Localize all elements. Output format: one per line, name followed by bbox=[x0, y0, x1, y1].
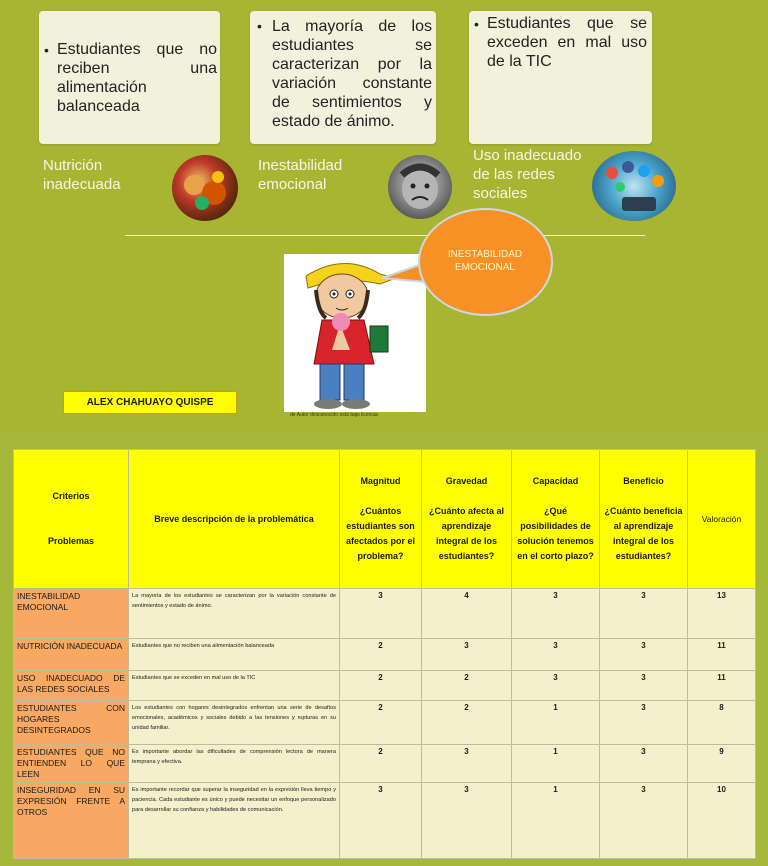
cell-descripcion: Es importante abordar las dificultades de comprensión lectora de manera temprana y efectiva. bbox=[129, 745, 340, 783]
sad-child-icon bbox=[388, 155, 452, 219]
cell-magnitud: 3 bbox=[340, 783, 422, 859]
table-row bbox=[14, 589, 756, 639]
cell-gravedad: 3 bbox=[422, 639, 512, 671]
cell-problema: ESTUDIANTES QUE NO ENTIENDEN LO QUE LEEN bbox=[14, 745, 129, 783]
cell-descripcion: Los estudiantes con hogares desintegrados enfrentan una serie de desafíos emocionales, académicos y sociales debido a las tensiones y rupturas en su unidad familiar. bbox=[129, 701, 340, 745]
card-text: Estudiantes que no reciben una alimentación balanceada bbox=[57, 41, 217, 115]
food-icon bbox=[172, 155, 238, 221]
label-nutrition: Nutrición inadecuada bbox=[43, 157, 121, 193]
cell-descripcion: Estudiantes que no reciben una alimentación balanceada bbox=[129, 639, 340, 671]
cell-gravedad: 2 bbox=[422, 701, 512, 745]
slide bbox=[0, 0, 768, 432]
cell-problema: INSEGURIDAD EN SU EXPRESIÓN FRENTE A OTROS bbox=[14, 783, 129, 859]
header-capacidad: Capacidad ¿Qué posibilidades de solución tenemos en el corto plazo? bbox=[512, 450, 600, 589]
header-beneficio: Beneficio ¿Cuánto beneficia al aprendizaje integral de los estudiantes? bbox=[600, 450, 688, 589]
cell-capacidad: 1 bbox=[512, 783, 600, 859]
card-text: Estudiantes que se exceden en mal uso de la TIC bbox=[487, 15, 647, 70]
table-row bbox=[14, 671, 756, 701]
table-row bbox=[14, 745, 756, 783]
cell-magnitud: 2 bbox=[340, 745, 422, 783]
cell-gravedad: 3 bbox=[422, 745, 512, 783]
cell-gravedad: 3 bbox=[422, 783, 512, 859]
bullet-icon: • bbox=[257, 18, 262, 34]
cell-capacidad: 1 bbox=[512, 745, 600, 783]
cell-descripcion: La mayoría de los estudiantes se caracterizan por la variación constante de sentimientos y estado de ánimo. bbox=[129, 589, 340, 639]
header-descripcion: Breve descripción de la problemática bbox=[129, 450, 340, 589]
table-row bbox=[14, 783, 756, 859]
cell-gravedad: 4 bbox=[422, 589, 512, 639]
cell-capacidad: 1 bbox=[512, 701, 600, 745]
image-credit: de Autor desconocido está bajo licencia bbox=[290, 412, 378, 418]
cell-beneficio: 3 bbox=[600, 745, 688, 783]
bullet-icon: • bbox=[474, 16, 479, 32]
label-social: Uso inadecuado de las redes sociales bbox=[473, 147, 582, 202]
cell-beneficio: 3 bbox=[600, 589, 688, 639]
cell-capacidad: 3 bbox=[512, 671, 600, 701]
header-valoracion: Valoración bbox=[688, 450, 756, 589]
divider-line bbox=[125, 235, 645, 236]
cell-magnitud: 2 bbox=[340, 671, 422, 701]
table-header-row bbox=[14, 450, 756, 589]
cell-magnitud: 2 bbox=[340, 701, 422, 745]
cell-magnitud: 2 bbox=[340, 639, 422, 671]
cell-beneficio: 3 bbox=[600, 701, 688, 745]
header-magnitud: Magnitud ¿Cuántos estudiantes son afectados por el problema? bbox=[340, 450, 422, 589]
cell-beneficio: 3 bbox=[600, 671, 688, 701]
cell-capacidad: 3 bbox=[512, 589, 600, 639]
bullet-icon: • bbox=[44, 42, 49, 58]
cell-problema: ESTUDIANTES CON HOGARES DESINTEGRADOS bbox=[14, 701, 129, 745]
card-nutrition bbox=[39, 11, 220, 144]
speech-bubble-text: INESTABILIDAD EMOCIONAL bbox=[447, 249, 523, 273]
cell-valoracion: 8 bbox=[688, 701, 756, 745]
cell-capacidad: 3 bbox=[512, 639, 600, 671]
cell-valoracion: 9 bbox=[688, 745, 756, 783]
header-gravedad: Gravedad ¿Cuánto afecta al aprendizaje integral de los estudiantes? bbox=[422, 450, 512, 589]
cell-valoracion: 13 bbox=[688, 589, 756, 639]
label-emotional: Inestabilidad emocional bbox=[258, 157, 343, 193]
cell-beneficio: 3 bbox=[600, 639, 688, 671]
cell-valoracion: 10 bbox=[688, 783, 756, 859]
table-row bbox=[14, 639, 756, 671]
cell-magnitud: 3 bbox=[340, 589, 422, 639]
cell-beneficio: 3 bbox=[600, 783, 688, 859]
cell-problema: INESTABILIDAD EMOCIONAL bbox=[14, 589, 129, 639]
cell-valoracion: 11 bbox=[688, 639, 756, 671]
author-name: ALEX CHAHUAYO QUISPE bbox=[63, 391, 237, 414]
cell-gravedad: 2 bbox=[422, 671, 512, 701]
cell-valoracion: 11 bbox=[688, 671, 756, 701]
cell-problema: USO INADECUADO DE LAS REDES SOCIALES bbox=[14, 671, 129, 701]
cell-problema: NUTRICIÓN INADECUADA bbox=[14, 639, 129, 671]
header-criterios: Criterios Problemas bbox=[14, 450, 129, 589]
social-media-icon bbox=[592, 151, 676, 221]
table-row bbox=[14, 701, 756, 745]
cell-descripcion: Es importante recordar que superar la inseguridad en la expresión lleva tiempo y paciencia. Cada estudiante es único y puede necesitar un enfoque personalizado para desarrollar su confianza y habilidades de comunicación. bbox=[129, 783, 340, 859]
card-emotional bbox=[250, 11, 436, 144]
card-text: La mayoría de los estudiantes se caracterizan por la variación constante de sentimientos y estado de ánimo. bbox=[272, 18, 432, 130]
cell-descripcion: Estudiantes que se exceden en mal uso de la TIC bbox=[129, 671, 340, 701]
card-social bbox=[469, 11, 652, 144]
criteria-table bbox=[13, 449, 755, 859]
